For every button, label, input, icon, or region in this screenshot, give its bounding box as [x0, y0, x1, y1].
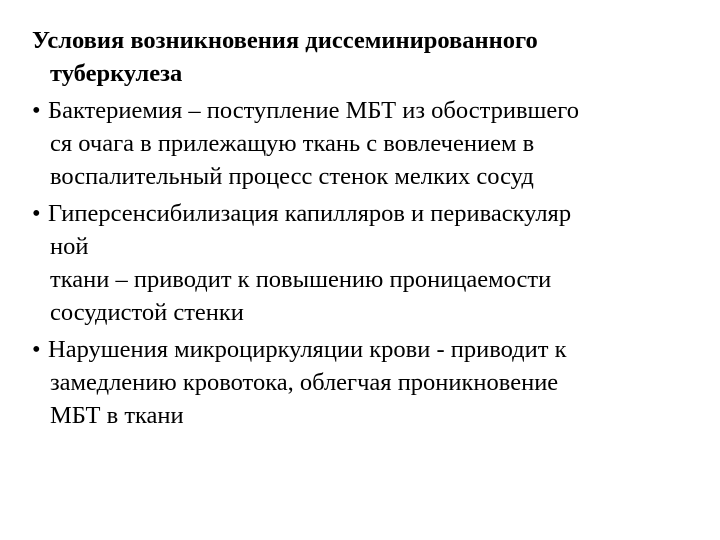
bullet-item	[32, 197, 704, 329]
bullet-line: сосудистой стенки	[50, 299, 244, 326]
bullet-line	[32, 197, 704, 230]
bullet-item	[32, 94, 704, 193]
slide-title-line: туберкулеза	[50, 60, 183, 87]
bullet-item	[32, 333, 704, 432]
bullet-line	[32, 94, 704, 127]
bullet-marker: •	[32, 336, 41, 363]
slide-content	[32, 24, 704, 432]
bullet-text: Бактериемия – поступление МБТ из обострившего	[48, 97, 579, 124]
bullet-line: замедлению кровотока, облегчая проникновение	[50, 369, 559, 396]
slide-title	[32, 24, 704, 90]
bullet-text: Гиперсенсибилизация капилляров и периваскуляр	[48, 200, 572, 227]
bullet-line: воспалительный процесс стенок мелких сосуд	[50, 163, 534, 190]
bullet-line: ткани – приводит к повышению проницаемости	[50, 266, 552, 293]
bullet-marker: •	[32, 200, 41, 227]
bullet-text: Нарушения микроциркуляции крови - приводит к	[48, 336, 567, 363]
bullet-line: ся очага в прилежащую ткань с вовлечением в	[50, 130, 535, 157]
bullet-line	[32, 333, 704, 366]
bullet-line: МБТ в ткани	[50, 402, 184, 429]
bullet-marker: •	[32, 97, 41, 124]
slide-title-line: Условия возникновения диссеминированного	[32, 27, 538, 54]
bullet-line: ной	[50, 233, 89, 260]
